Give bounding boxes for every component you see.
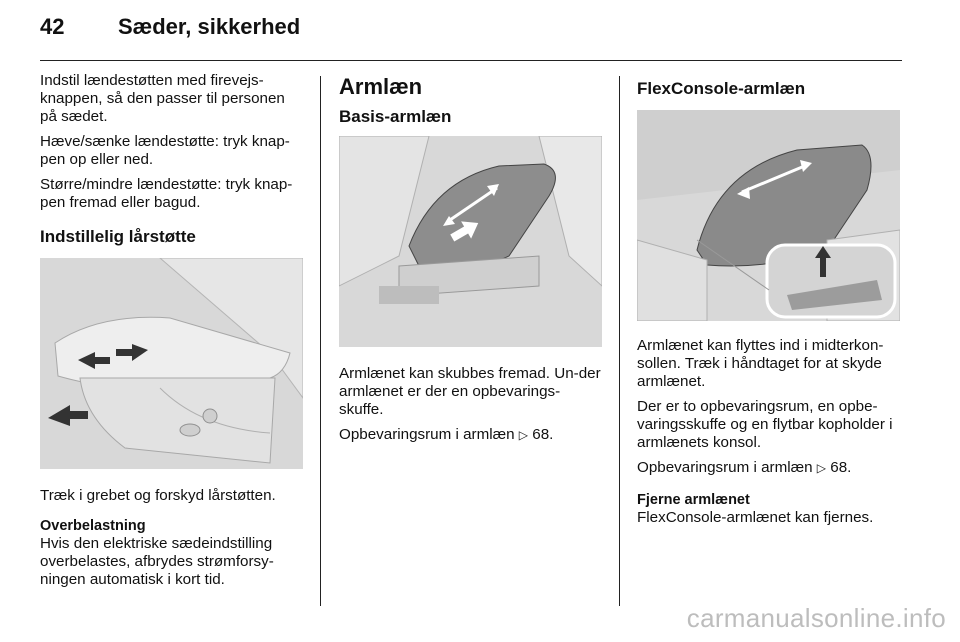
triangle-right-icon: ▷ (816, 461, 827, 475)
flexconsole-armrest-illustration (637, 110, 900, 321)
paragraph (339, 426, 601, 444)
paragraph: Større/mindre lændestøtte: tryk knap-pen fremad eller bagud. (40, 176, 293, 211)
column-divider-2 (619, 76, 620, 606)
paragraph (637, 459, 899, 477)
column-1 (40, 72, 302, 596)
paragraph-text: Opbevaringsrum i armlæn (339, 426, 515, 443)
subheading: Fjerne armlænet (637, 492, 750, 508)
paragraph: Armlænet kan flyttes ind i midterkon-sollen. Træk i håndtaget for at skyde armlænet. (637, 337, 884, 390)
page-title: Sæder, sikkerhed (118, 14, 301, 39)
page-reference-link[interactable]: 68. (532, 426, 554, 443)
paragraph: Hæve/sænke lændestøtte: tryk knap-pen op eller ned. (40, 133, 290, 168)
triangle-right-icon: ▷ (518, 428, 529, 442)
column-3 (637, 80, 899, 534)
thigh-support-illustration (40, 258, 303, 469)
basic-armrest-illustration (339, 136, 602, 347)
subheading: Overbelastning (40, 518, 146, 534)
section-heading: FlexConsole-armlæn (637, 79, 806, 98)
paragraph: FlexConsole-armlænet kan fjernes. (637, 509, 874, 526)
page-reference-link[interactable]: 68. (830, 459, 852, 476)
paragraph: Armlænet kan skubbes fremad. Un-der armlænet er der en opbevarings-skuffe. (339, 365, 601, 418)
section-heading: Basis-armlæn (339, 107, 452, 126)
page-number: 42 (40, 14, 65, 39)
column-2 (339, 74, 601, 451)
paragraph: Indstil lændestøtten med firevejs-knappen, så den passer til personen på sædet. (40, 72, 285, 125)
header-divider (40, 60, 902, 61)
section-heading: Indstillelig lårstøtte (40, 227, 196, 246)
figure-caption: Træk i grebet og forskyd lårstøtten. (40, 487, 276, 504)
chapter-title: Armlæn (339, 74, 423, 99)
paragraph-text: Opbevaringsrum i armlæn (637, 459, 813, 476)
paragraph: Der er to opbevaringsrum, en opbe-varingsskuffe og en flytbar kopholder i armlænets konsol. (637, 398, 893, 451)
column-divider-1 (320, 76, 321, 606)
paragraph: Hvis den elektriske sædeindstilling overbelastes, afbrydes strømforsy-ningen automatisk i kort tid. (40, 535, 274, 588)
watermark: carmanualsonline.info (686, 603, 946, 633)
